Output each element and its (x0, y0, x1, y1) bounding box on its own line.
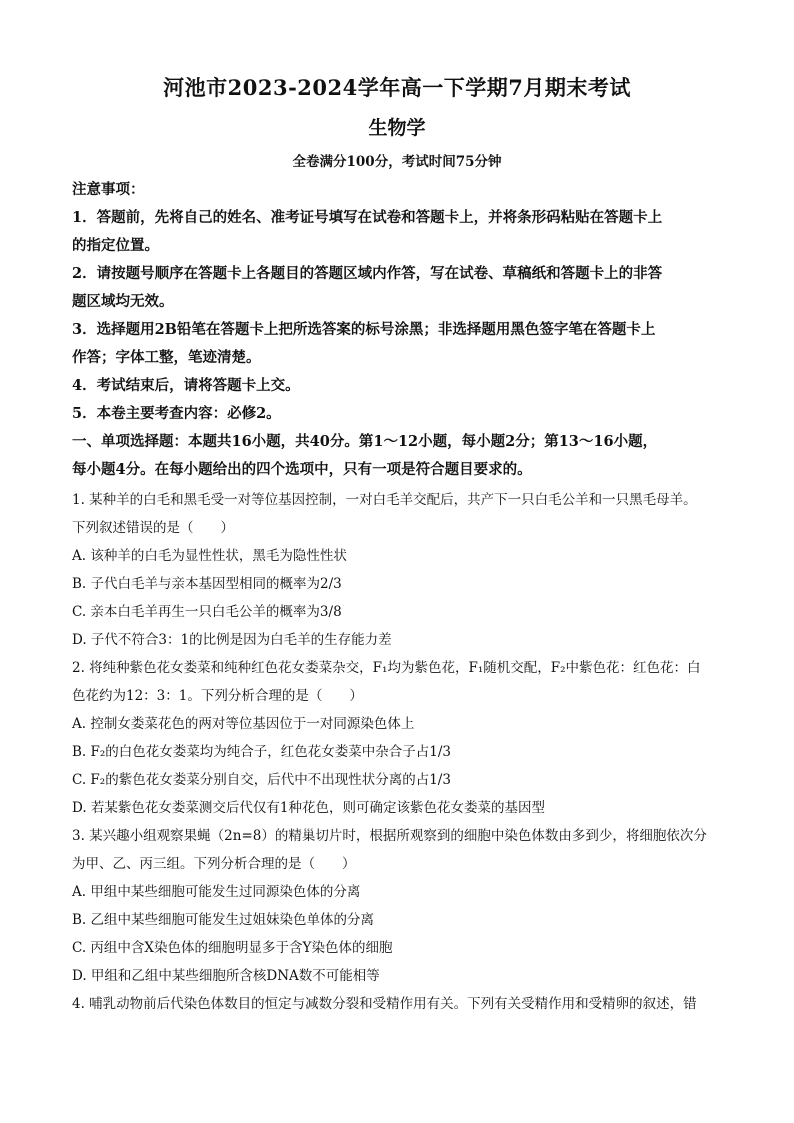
question-stem: 3. 某兴趣小组观察果蝇（2n=8）的精巢切片时，根据所观察到的细胞中染色体数由多到少，将细胞依次分 (72, 828, 707, 844)
option-b: B. 乙组中某些细胞可能发生过姐妹染色单体的分离 (72, 912, 375, 928)
exam-title: 河池市2023-2024学年高一下学期7月期末考试 (163, 75, 631, 100)
option-d: D. 子代不符合3：1的比例是因为白毛羊的生存能力差 (72, 632, 392, 648)
notice-line: 题区域均无效。 (72, 293, 174, 310)
subject-title: 生物学 (368, 117, 426, 139)
option-b: B. 子代白毛羊与亲本基因型相同的概率为2/3 (72, 576, 342, 592)
notice-line: 1．答题前，先将自己的姓名、准考证号填写在试卷和答题卡上，并将条形码粘贴在答题卡上 (72, 209, 663, 226)
option-c: C. F₂的紫色花女娄菜分别自交，后代中不出现性状分离的占1/3 (72, 772, 451, 788)
question-stem: 色花约为12：3：1。下列分析合理的是（ ） (72, 688, 363, 704)
question-stem: 1. 某种羊的白毛和黑毛受一对等位基因控制，一对白毛羊交配后，共产下一只白毛公羊和一只黑毛母羊。 (72, 492, 697, 508)
notice-heading: 注意事项： (72, 181, 145, 198)
option-d: D. 甲组和乙组中某些细胞所含核DNA数不可能相等 (72, 968, 380, 984)
question-stem: 4. 哺乳动物前后代染色体数目的恒定与减数分裂和受精作用有关。下列有关受精作用和受精卵的叙述，错 (72, 996, 697, 1012)
option-d: D. 若某紫色花女娄菜测交后代仅有1种花色，则可确定该紫色花女娄菜的基因型 (72, 800, 546, 816)
notice-line: 4．考试结束后，请将答题卡上交。 (72, 377, 300, 394)
question-stem: 为甲、乙、丙三组。下列分析合理的是（ ） (72, 856, 356, 872)
exam-meta: 全卷满分100分，考试时间75分钟 (292, 154, 502, 170)
notice-line: 的指定位置。 (72, 237, 159, 254)
option-c: C. 亲本白毛羊再生一只白毛公羊的概率为3/8 (72, 604, 342, 620)
question-stem: 下列叙述错误的是（ ） (72, 520, 234, 536)
notice-line: 5．本卷主要考查内容：必修2。 (72, 405, 281, 422)
option-a: A. 甲组中某些细胞可能发生过同源染色体的分离 (72, 884, 361, 900)
option-b: B. F₂的白色花女娄菜均为纯合子，红色花女娄菜中杂合子占1/3 (72, 744, 452, 760)
notice-line: 3．选择题用2B铅笔在答题卡上把所选答案的标号涂黑；非选择题用黑色签字笔在答题卡上 (72, 321, 656, 338)
section-heading: 一、单项选择题：本题共16小题，共40分。第1～12小题，每小题2分；第13～16小题， (72, 433, 658, 450)
notice-line: 2．请按题号顺序在答题卡上各题目的答题区域内作答，写在试卷、草稿纸和答题卡上的非答 (72, 265, 663, 282)
question-stem: 2. 将纯种紫色花女娄菜和纯种红色花女娄菜杂交，F₁均为紫色花，F₁随机交配，F₂中紫色花：红色花：白 (72, 660, 701, 676)
option-c: C. 丙组中含X染色体的细胞明显多于含Y染色体的细胞 (72, 940, 393, 956)
option-a: A. 控制女娄菜花色的两对等位基因位于一对同源染色体上 (72, 716, 415, 732)
notice-line: 作答；字体工整，笔迹清楚。 (72, 349, 261, 366)
section-heading: 每小题4分。在每小题给出的四个选项中，只有一项是符合题目要求的。 (72, 461, 532, 478)
option-a: A. 该种羊的白毛为显性性状，黑毛为隐性性状 (72, 548, 347, 564)
